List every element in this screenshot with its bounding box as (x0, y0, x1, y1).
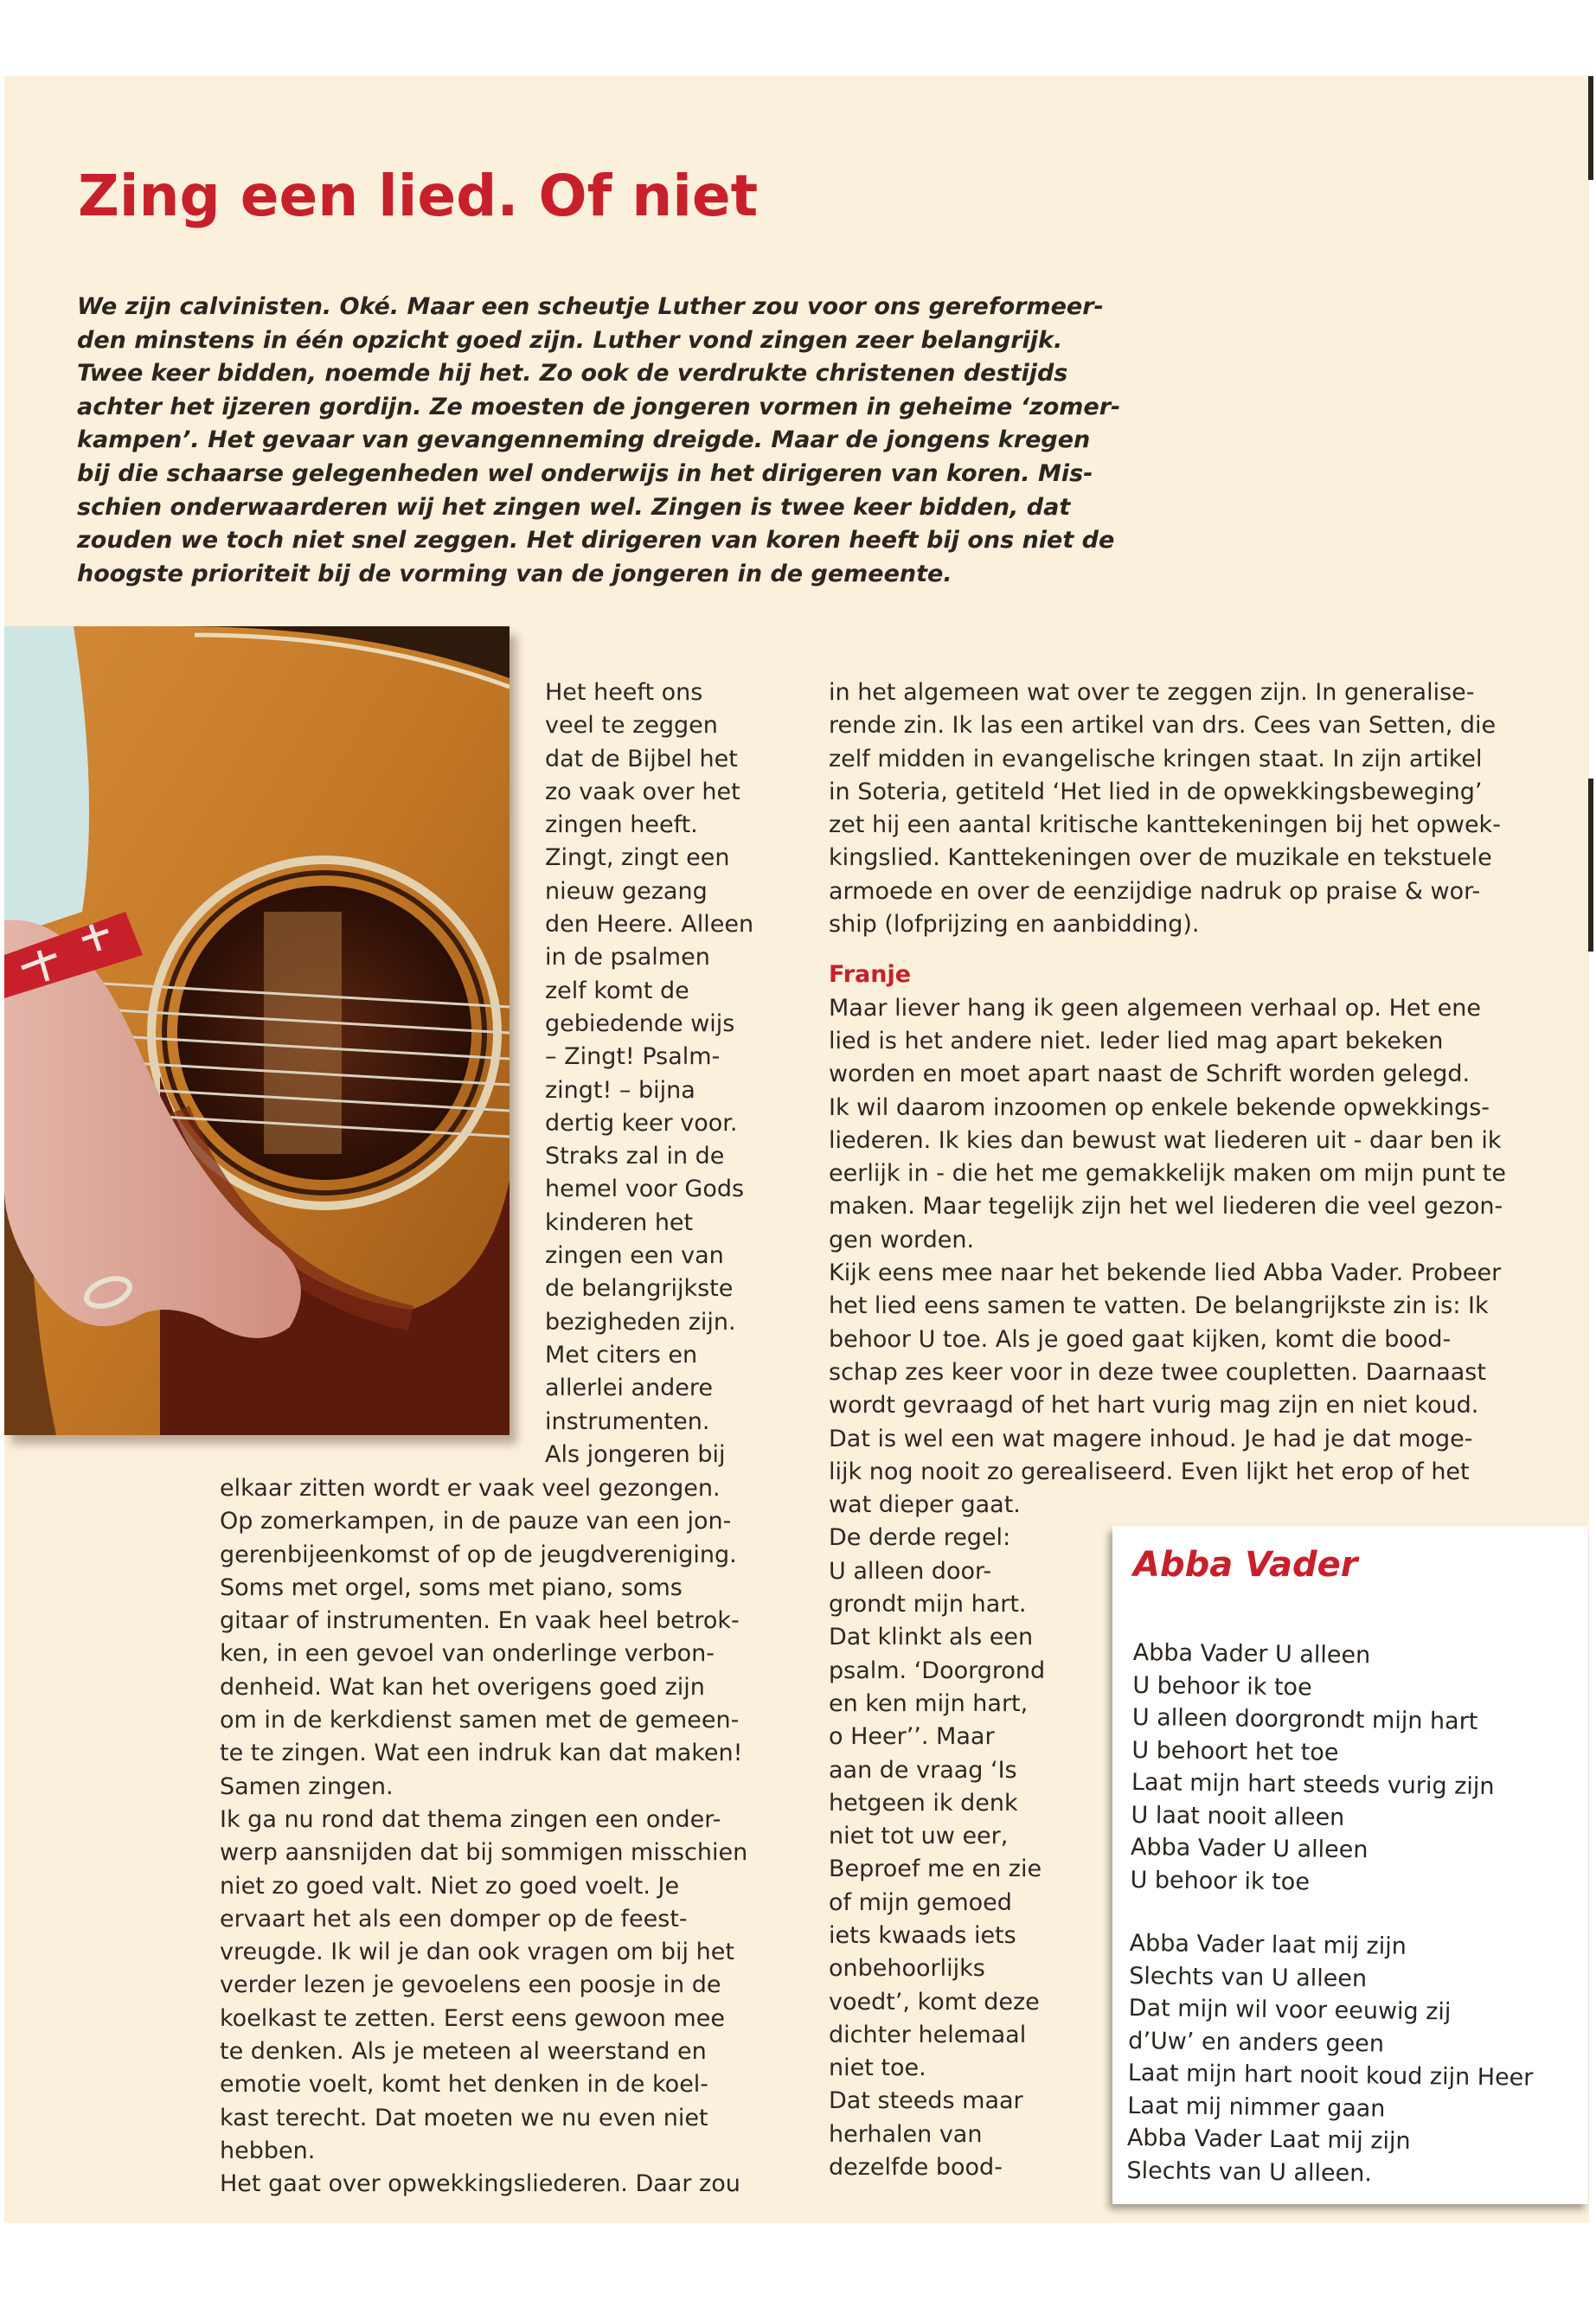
text-line: kinderen het (545, 1208, 694, 1236)
lyric-line: d’Uw’ en anders geen (1128, 2027, 1385, 2058)
intro-line: We zijn calvinisten. Oké. Maar een scheutje Luther zou voor ons gereformeer- (77, 293, 1104, 320)
text-line: Dat klinkt als een (829, 1624, 1034, 1651)
text-line: veel te zeggen (545, 712, 718, 740)
text-line: ship (lofprijzing en aanbidding). (829, 911, 1200, 939)
text-line: worden en moet apart naast de Schrift worden gelegd. (829, 1061, 1471, 1088)
intro-paragraph (77, 291, 1167, 591)
text-line: psalm. ‘Doorgrond (829, 1657, 1046, 1684)
text-line: nieuw gezang (545, 877, 708, 905)
text-line: verder lezen je gevoelens een poosje in de (220, 1971, 721, 1999)
text-line: Het gaat over opwekkingsliederen. Daar zou (220, 2170, 740, 2198)
text-line: grondt mijn hart. (829, 1591, 1027, 1618)
text-line: gen worden. (829, 1226, 975, 1253)
lyric-line: U behoort het toe (1131, 1736, 1339, 1766)
text-line: in het algemeen wat over te zeggen zijn. In generalise- (829, 679, 1475, 706)
text-line: bezigheden zijn. (545, 1308, 736, 1336)
intro-line: kampen’. Het gevaar van gevangenneming dreigde. Maar de jongens kregen (77, 426, 1091, 454)
lyrics-box (1112, 1526, 1588, 2204)
text-line: emotie voelt, komt het denken in de koel- (220, 2071, 709, 2099)
guitar-photo-icon (4, 626, 510, 1435)
lyric-line: Abba Vader laat mij zijn (1129, 1929, 1407, 1960)
text-line: ken, in een gevoel van onderlinge verbon- (220, 1640, 715, 1668)
text-line: Kijk eens mee naar het bekende lied Abba Vader. Probeer (829, 1259, 1502, 1287)
lyric-line: Abba Vader Laat mij zijn (1126, 2124, 1411, 2155)
text-line: armoede en over de eenzijdige nadruk op praise & wor- (829, 877, 1481, 905)
text-line: Dat is wel een wat magere inhoud. Je had je dat moge- (829, 1425, 1473, 1452)
text-line: allerlei andere (545, 1375, 713, 1402)
page-title: Zing een lied. Of niet (78, 163, 759, 229)
text-line: Op zomerkampen, in de pauze van een jon- (220, 1508, 732, 1535)
intro-line: schien onderwaarderen wij het zingen wel. Zingen is twee keer bidden, dat (77, 493, 1071, 521)
page-edge-mark (1588, 779, 1593, 952)
text-line: en ken mijn hart, (829, 1689, 1029, 1717)
text-line: te denken. Als je meteen al weerstand en (220, 2038, 707, 2066)
text-line: zelf komt de (545, 977, 689, 1004)
text-line: hebben. (220, 2137, 316, 2164)
lyric-line: U behoor ik toe (1132, 1671, 1312, 1702)
lyric-line: Laat mijn hart steeds vurig zijn (1131, 1768, 1495, 1801)
text-line: denheid. Wat kan het overigens goed zijn (220, 1673, 705, 1701)
text-line: Beproef me en zie (829, 1856, 1042, 1883)
text-line: eerlijk in - die het me gemakkelijk maken om mijn punt te (829, 1160, 1506, 1188)
subheading: Franje (829, 961, 912, 989)
text-line: zingt! – bijna (545, 1076, 695, 1104)
text-line: Soms met orgel, soms met piano, soms (220, 1574, 683, 1601)
text-line: om in de kerkdienst samen met de gemeen- (220, 1707, 740, 1734)
lyric-line: Abba Vader U alleen (1130, 1833, 1368, 1864)
lyric-line: Laat mij nimmer gaan (1127, 2092, 1386, 2123)
text-line: Zingt, zingt een (545, 844, 730, 872)
text-line: niet zo goed valt. Niet zo goed voelt. Je (220, 1872, 680, 1900)
text-line: het lied eens samen te vatten. De belangrijkste zin is: Ik (829, 1292, 1489, 1320)
paragraph-gap (829, 941, 1506, 958)
text-line: lijk nog nooit zo gerealiseerd. Even lijkt het erop of het (829, 1458, 1470, 1485)
text-line: dat de Bijbel het (545, 745, 738, 772)
text-line: dichter helemaal (829, 2021, 1027, 2048)
text-line: kingslied. Kanttekeningen over de muzikale en tekstuele (829, 844, 1492, 872)
text-line: behoor U toe. Als je goed gaat kijken, komt die bood- (829, 1325, 1452, 1353)
text-line: dertig keer voor. (545, 1109, 738, 1137)
text-line: elkaar zitten wordt er vaak veel gezongen. (220, 1475, 721, 1502)
text-line: Maar liever hang ik geen algemeen verhaal op. Het ene (829, 994, 1481, 1022)
text-line: zingen een van (545, 1242, 724, 1270)
text-line: Straks zal in de (545, 1143, 725, 1170)
intro-line: Twee keer bidden, noemde hij het. Zo ook de verdrukte christenen destijds (77, 360, 1068, 388)
text-line: ervaart het als een domper op de feest- (220, 1905, 688, 1932)
lyric-line: Dat mijn wil voor eeuwig zij (1128, 1994, 1452, 2026)
intro-line: hoogste prioriteit bij de vorming van de jongeren in de gemeente. (77, 560, 952, 587)
text-line: U alleen door- (829, 1557, 992, 1585)
text-line: schap zes keer voor in deze twee coupletten. Daarnaast (829, 1358, 1486, 1386)
text-line: Het heeft ons (545, 679, 703, 706)
text-line: gitaar of instrumenten. En vaak heel betrok- (220, 1607, 740, 1635)
text-line: liederen. Ik kies dan bewust wat liederen uit - daar ben ik (829, 1126, 1502, 1154)
text-line: voedt’, komt deze (829, 1988, 1040, 2016)
intro-line: achter het ijzeren gordijn. Ze moesten de jongeren vormen in geheime ‘zomer- (77, 393, 1121, 420)
text-line: gerenbijeenkomst of op de jeugdvereniging. (220, 1541, 737, 1568)
text-line: koelkast te zetten. Eerst eens gewoon mee (220, 2004, 725, 2032)
text-line: instrumenten. (545, 1407, 710, 1435)
lyric-line: U behoor ik toe (1130, 1866, 1311, 1896)
text-line: kast terecht. Dat moeten we nu even niet (220, 2104, 708, 2131)
lyric-line: Abba Vader U alleen (1132, 1638, 1371, 1670)
guitar-photo (4, 626, 510, 1435)
intro-line: bij die schaarse gelegenheden wel onderwijs in het dirigeren van koren. Mis- (77, 459, 1093, 487)
text-line: o Heer’’. Maar (829, 1723, 995, 1751)
text-line: onbehoorlijks (829, 1955, 985, 1983)
text-line: maken. Maar tegelijk zijn het wel liederen die veel gezon- (829, 1193, 1503, 1221)
text-line: iets kwaads iets (829, 1921, 1016, 1949)
intro-line: zouden we toch niet snel zeggen. Het dirigeren van koren heeft bij ons niet de (77, 527, 1115, 554)
lyric-line: U laat nooit alleen (1131, 1801, 1345, 1831)
text-line: Als jongeren bij (545, 1440, 726, 1468)
text-line: dezelfde bood- (829, 2154, 1003, 2182)
text-line: in Soteria, getiteld ‘Het lied in de opwekkingsbeweging’ (829, 778, 1483, 805)
text-line: de belangrijkste (545, 1275, 734, 1303)
text-line: zo vaak over het (545, 778, 740, 805)
text-line: zingen heeft. (545, 811, 698, 839)
text-line: niet toe. (829, 2054, 926, 2082)
text-line: Met citers en (545, 1341, 698, 1368)
lyrics-title: Abba Vader (1133, 1545, 1358, 1585)
text-line: hetgeen ik denk (829, 1789, 1018, 1817)
text-line: te te zingen. Wat een indruk kan dat maken! (220, 1740, 743, 1767)
text-line: De derde regel: (829, 1524, 1011, 1552)
text-line: niet tot uw eer, (829, 1823, 1009, 1850)
text-line: Samen zingen. (220, 1772, 394, 1800)
text-line: lied is het andere niet. Ieder lied mag apart bekeken (829, 1027, 1444, 1054)
text-line: herhalen van (829, 2120, 983, 2148)
magazine-page (4, 76, 1589, 2223)
text-line: wordt gevraagd of het hart vurig mag zijn en niet koud. (829, 1392, 1479, 1420)
text-line: Ik ga nu rond dat thema zingen een onder- (220, 1805, 721, 1833)
lyric-line: U alleen doorgrondt mijn hart (1131, 1703, 1478, 1735)
text-line: zet hij een aantal kritische kanttekeningen bij het opwek- (829, 811, 1501, 839)
text-line: hemel voor Gods (545, 1176, 745, 1203)
text-line: wat dieper gaat. (829, 1491, 1021, 1519)
text-line: vreugde. Ik wil je dan ook vragen om bij het (220, 1939, 734, 1966)
text-line: in de psalmen (545, 944, 710, 971)
text-line: Ik wil daarom inzoomen op enkele bekende opwekkings- (829, 1093, 1490, 1121)
lyric-line: Slechts van U alleen. (1126, 2157, 1373, 2187)
text-line: zelf midden in evangelische kringen staat. In zijn artikel (829, 745, 1483, 772)
lyric-line: Laat mijn hart nooit koud zijn Heer (1127, 2059, 1534, 2092)
text-line: werp aansnijden dat bij sommigen misschien (220, 1839, 748, 1867)
text-line: – Zingt! Psalm- (545, 1043, 721, 1071)
text-line: Dat steeds maar (829, 2087, 1023, 2115)
lyrics-text (1126, 1637, 1538, 2192)
stanza-gap (1130, 1896, 1535, 1932)
text-line: gebiedende wijs (545, 1009, 735, 1037)
intro-line: den minstens in één opzicht goed zijn. Luther vond zingen zeer belangrijk. (77, 326, 1063, 354)
column-1-wide (220, 1472, 747, 2202)
text-line: rende zin. Ik las een artikel van drs. Cees van Setten, die (829, 712, 1497, 740)
text-line: of mijn gemoed (829, 1888, 1012, 1916)
lyric-line: Slechts van U alleen (1129, 1962, 1368, 1992)
text-line: den Heere. Alleen (545, 911, 754, 939)
column-1-narrow (545, 676, 753, 1471)
page-edge-mark (1588, 76, 1593, 180)
text-line: aan de vraag ‘Is (829, 1756, 1017, 1784)
